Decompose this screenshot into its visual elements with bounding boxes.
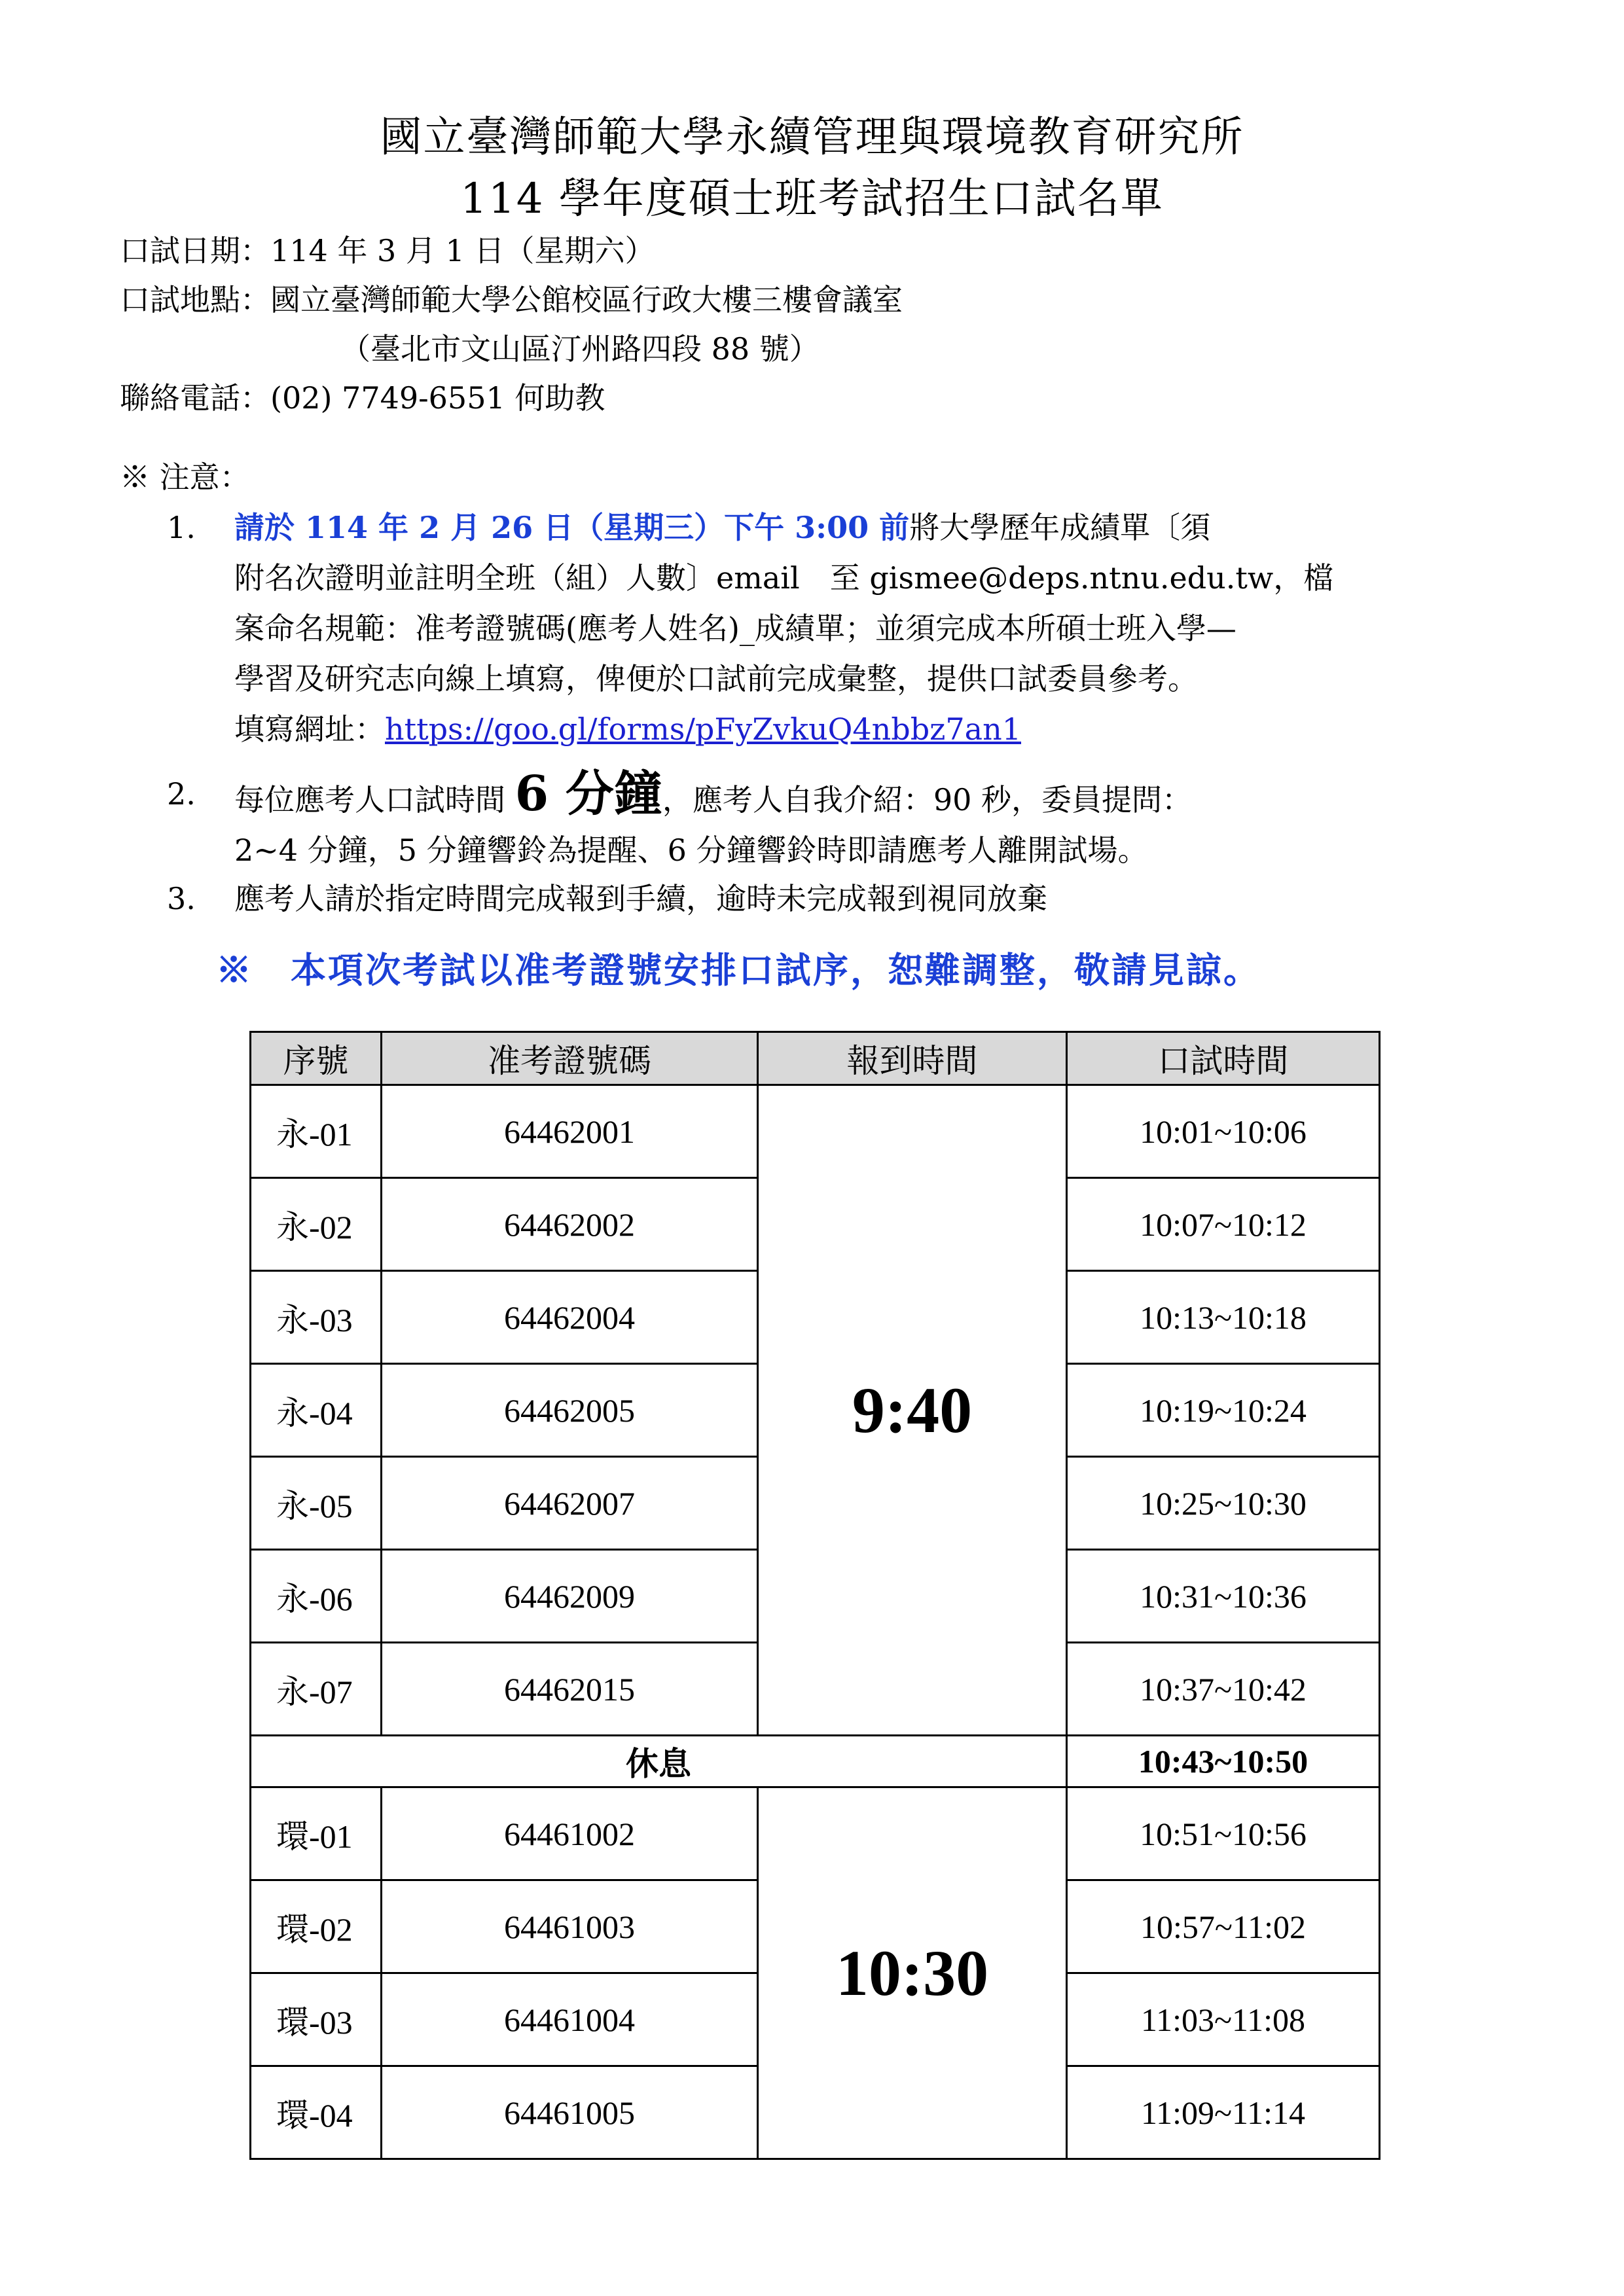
seq-cell: 永-04: [251, 1364, 382, 1457]
interview-date: 口試日期：114 年 3 月 1 日（星期六）: [120, 233, 655, 268]
note-1-line-3: 案命名規範：准考證號碼(應考人姓名)_成績單；並須完成本所碩士班入學—: [234, 611, 1236, 646]
exam-id-cell: 64462007: [382, 1457, 758, 1550]
note-item-3: [234, 874, 1517, 924]
header-checkin: 報到時間: [758, 1032, 1067, 1085]
note-1-line-2: 附名次證明並註明全班（組）人數〕email 至 gismee@deps.ntnu.edu.tw，檔: [234, 560, 1334, 596]
exam-id-cell: 64462002: [382, 1178, 758, 1271]
note-2-line-2: 2~4 分鐘，5 分鐘響鈴為提醒、6 分鐘響鈴時即請應考人離開試場。: [234, 833, 1148, 868]
exam-id-cell: 64461003: [382, 1880, 758, 1973]
interview-time-cell: 11:03~11:08: [1067, 1973, 1380, 2066]
note-1-line-1-rest: 將大學歷年成績單〔須: [909, 510, 1211, 545]
interview-location: 口試地點：國立臺灣師範大學公館校區行政大樓三樓會議室: [120, 282, 903, 317]
page-title: 國立臺灣師範大學永續管理與環境教育研究所: [380, 113, 1244, 162]
exam-id-cell: 64461002: [382, 1787, 758, 1880]
note-1-line-1: [234, 503, 1517, 553]
schedule-table: [249, 1031, 1380, 2160]
notes-heading: ※ 注意：: [120, 459, 250, 495]
seq-cell: 永-06: [251, 1550, 382, 1643]
note-number-3: 3.: [167, 881, 196, 916]
note-item-1: [234, 503, 1517, 755]
interview-time-cell: 11:09~11:14: [1067, 2066, 1380, 2159]
contact-phone: 聯絡電話：(02) 7749-6551 何助教: [120, 380, 605, 416]
interview-address: （臺北市文山區汀州路四段 88 號）: [340, 331, 820, 367]
note-2-part-1: 每位應考人口試時間: [234, 782, 515, 817]
header-exam-id: 准考證號碼: [382, 1032, 758, 1085]
form-url-label: 填寫網址：: [234, 711, 385, 747]
checkin-time-group-2: 10:30: [758, 1787, 1067, 2159]
seq-cell: 環-03: [251, 1973, 382, 2066]
exam-id-cell: 64462009: [382, 1550, 758, 1643]
header-seq: 序號: [251, 1032, 382, 1085]
interview-time-cell: 10:13~10:18: [1067, 1271, 1380, 1364]
seq-cell: 環-02: [251, 1880, 382, 1973]
exam-id-cell: 64461005: [382, 2066, 758, 2159]
note-number-1: 1.: [167, 510, 196, 545]
break-time: 10:43~10:50: [1067, 1736, 1380, 1787]
interview-time-cell: 10:31~10:36: [1067, 1550, 1380, 1643]
note-number-2: 2.: [167, 776, 196, 812]
header-interview-time: 口試時間: [1067, 1032, 1380, 1085]
deadline-highlight: 請於 114 年 2 月 26 日（星期三）下午 3:00 前: [234, 510, 910, 545]
interview-time-cell: 10:51~10:56: [1067, 1787, 1380, 1880]
note-1-line-4: 學習及研究志向線上填寫，俾便於口試前完成彙整，提供口試委員參考。: [234, 661, 1198, 696]
note-2-part-2: ，應考人自我介紹：90 秒，委員提問：: [662, 782, 1193, 817]
page-subtitle: 114 學年度碩士班考試招生口試名單: [460, 175, 1164, 223]
interview-time-cell: 10:25~10:30: [1067, 1457, 1380, 1550]
interview-time-cell: 10:07~10:12: [1067, 1178, 1380, 1271]
interview-time-cell: 10:57~11:02: [1067, 1880, 1380, 1973]
seq-cell: 永-02: [251, 1178, 382, 1271]
note-1-line-5: [234, 704, 1517, 755]
exam-id-cell: 64462001: [382, 1085, 758, 1178]
table-header-row: [251, 1032, 1380, 1085]
order-warning: ※ 本項次考試以准考證號安排口試序，恕難調整，敬請見諒。: [216, 949, 1261, 991]
interview-time-cell: 10:19~10:24: [1067, 1364, 1380, 1457]
seq-cell: 永-03: [251, 1271, 382, 1364]
note-3-line-1: 應考人請於指定時間完成報到手續，逾時未完成報到視同放棄: [234, 881, 1047, 916]
break-label: 休息: [251, 1736, 1067, 1787]
interview-duration: 6 分鐘: [514, 766, 662, 822]
note-2-line-1: [234, 766, 1517, 825]
break-row: [251, 1736, 1380, 1787]
seq-cell: 環-01: [251, 1787, 382, 1880]
table-row: [251, 1787, 1380, 1880]
interview-time-cell: 10:37~10:42: [1067, 1643, 1380, 1736]
seq-cell: 永-07: [251, 1643, 382, 1736]
table-row: [251, 1085, 1380, 1178]
exam-id-cell: 64462015: [382, 1643, 758, 1736]
exam-id-cell: 64462004: [382, 1271, 758, 1364]
seq-cell: 環-04: [251, 2066, 382, 2159]
checkin-time-group-1: 9:40: [758, 1085, 1067, 1736]
form-url-link[interactable]: https://goo.gl/forms/pFyZvkuQ4nbbz7an1: [385, 711, 1021, 747]
exam-id-cell: 64461004: [382, 1973, 758, 2066]
exam-id-cell: 64462005: [382, 1364, 758, 1457]
interview-time-cell: 10:01~10:06: [1067, 1085, 1380, 1178]
seq-cell: 永-05: [251, 1457, 382, 1550]
seq-cell: 永-01: [251, 1085, 382, 1178]
note-item-2: [234, 766, 1517, 876]
